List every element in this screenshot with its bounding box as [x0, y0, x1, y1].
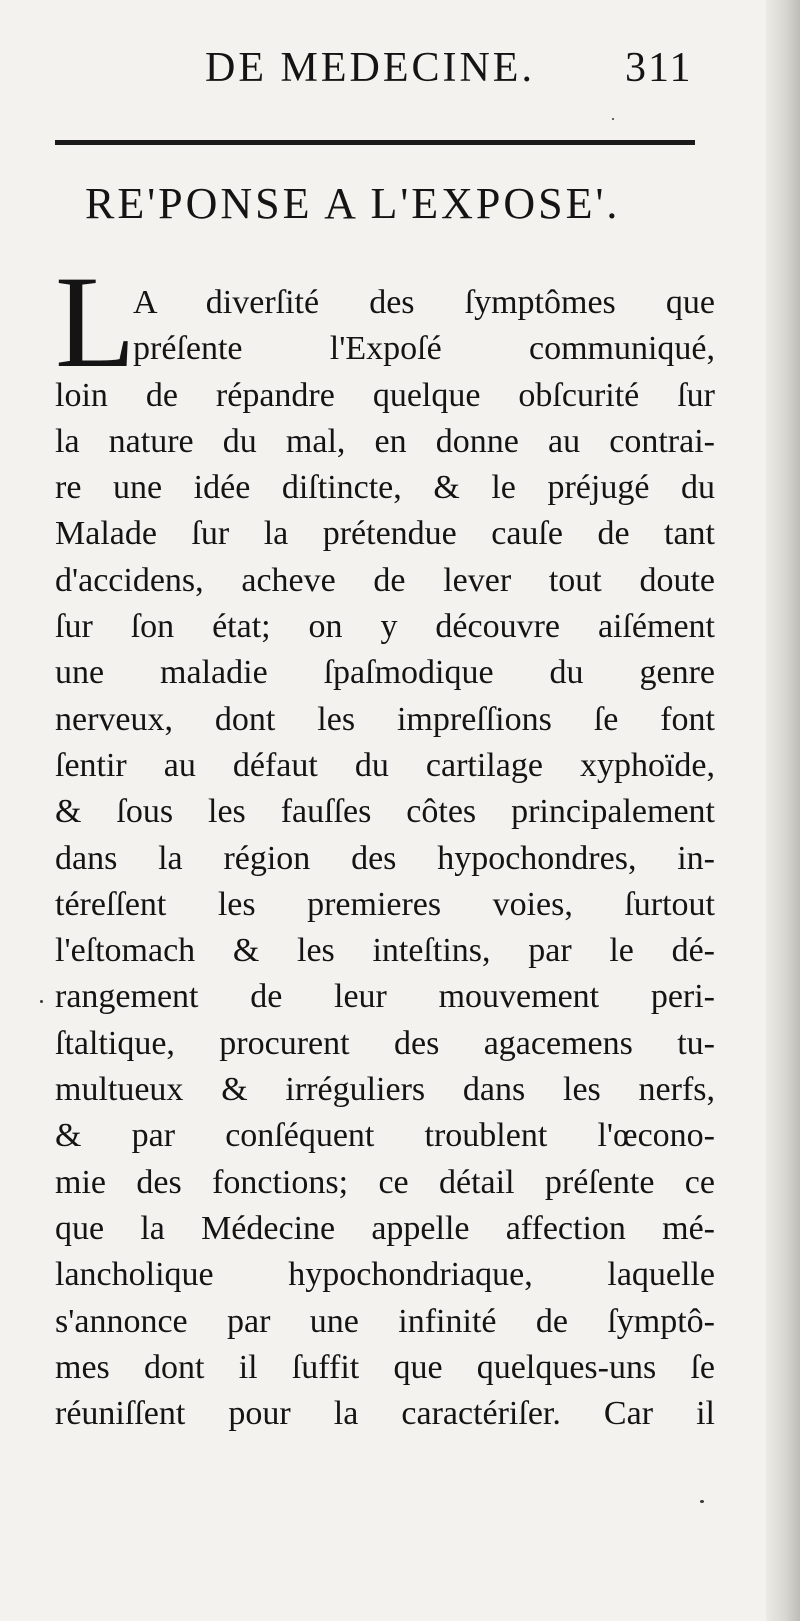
text-line: mes dont il ſuffit que quelques-uns ſe — [55, 1348, 715, 1386]
text-line: & par conſéquent troublent l'œcono- — [55, 1117, 715, 1155]
page-gutter-shadow — [766, 0, 800, 1621]
running-head-title: DE MEDECINE. — [205, 45, 535, 91]
text-line: & ſous les fauſſes côtes principalement — [55, 793, 715, 831]
text-line: dans la région des hypochondres, in- — [55, 839, 715, 877]
text-line: la nature du mal, en donne au contrai- — [55, 422, 715, 460]
body-text — [55, 280, 715, 1437]
text-line: téreſſent les premieres voies, ſurtout — [55, 885, 715, 923]
text-line: l'eſtomach & les inteſtins, par le dé- — [55, 932, 715, 970]
page-number: 311 — [625, 45, 693, 91]
text-line: mie des fonctions; ce détail préſente ce — [55, 1163, 715, 1201]
paper-speck — [40, 1000, 43, 1003]
header-rule — [55, 140, 695, 145]
text-line: lancholique hypochondriaque, laquelle — [55, 1256, 715, 1294]
text-line: réuniſſent pour la caractériſer. Car il — [55, 1395, 715, 1433]
text-line: nerveux, dont les impreſſions ſe font — [55, 700, 715, 738]
text-line: que la Médecine appelle affection mé- — [55, 1209, 715, 1247]
text-line: re une idée diſtincte, & le préjugé du — [55, 469, 715, 507]
text-line: loin de répandre quelque obſcurité ſur — [55, 376, 715, 414]
text-line: préſente l'Expoſé communiqué, — [133, 330, 715, 368]
text-line: ſentir au défaut du cartilage xyphoïde, — [55, 746, 715, 784]
paper-speck — [612, 118, 614, 120]
text-line: ſtaltique, procurent des agacemens tu- — [55, 1024, 715, 1062]
text-line: une maladie ſpaſmodique du genre — [55, 654, 715, 692]
text-line: ſur ſon état; on y découvre aiſément — [55, 608, 715, 646]
text-line: multueux & irréguliers dans les nerfs, — [55, 1071, 715, 1109]
text-line: s'annonce par une infinité de ſymptô- — [55, 1302, 715, 1340]
text-line: d'accidens, acheve de lever tout doute — [55, 561, 715, 599]
text-line: rangement de leur mouvement peri- — [55, 978, 715, 1016]
drop-cap: L — [55, 248, 136, 395]
paper-speck — [700, 1500, 704, 1503]
section-title: RE'PONSE A L'EXPOSE'. — [85, 179, 621, 228]
text-line: Malade ſur la prétendue cauſe de tant — [55, 515, 715, 553]
text-line: A diverſité des ſymptômes que — [133, 284, 715, 321]
